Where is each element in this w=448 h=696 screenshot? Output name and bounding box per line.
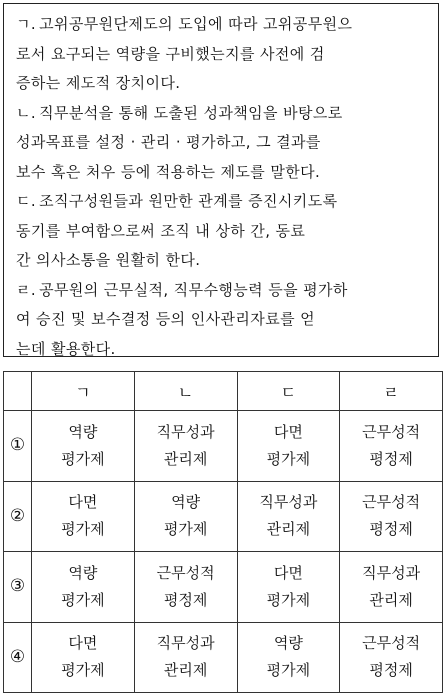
passage-item-a: [16, 10, 430, 99]
header-cell-c: ㄷ: [237, 372, 340, 411]
passage-item-b: [16, 99, 430, 188]
table-cell: [340, 411, 443, 482]
cell-line: 직무성과: [259, 493, 318, 512]
cell-line: 평가제: [266, 449, 311, 468]
table-cell: [32, 622, 135, 693]
item-marker: ㄷ.: [16, 192, 37, 210]
cell-line: 평가제: [61, 520, 105, 539]
cell-line: 직무성과: [362, 563, 421, 582]
item-line: 간 의사소통을 원활히 한다.: [16, 251, 201, 269]
header-cell-d: ㄹ: [340, 372, 443, 411]
item-line: 직무분석을 통해 도출된 성과책임을 바탕으로: [39, 103, 343, 122]
passage-item-c: [16, 187, 430, 276]
item-line: 보수 혹은 처우 등에 적용하는 제도를 말한다.: [16, 162, 321, 181]
item-line: 성과목표를 설정 · 관리 · 평가하고, 그 결과를: [16, 133, 321, 151]
cell-line: 다면: [273, 563, 303, 582]
item-marker: ㄹ.: [16, 280, 37, 299]
cell-line: 다면: [68, 634, 98, 653]
table-row: [4, 411, 443, 482]
cell-line: 평가제: [266, 590, 311, 609]
item-line: 고위공무원단제도의 도입에 따라 고위공무원으: [39, 15, 353, 33]
cell-line: 근무성적: [362, 634, 421, 653]
item-line: 로서 요구되는 역량을 구비했는지를 사전에 검: [16, 44, 325, 63]
cell-line: 평정제: [369, 661, 413, 680]
cell-line: 평가제: [163, 520, 208, 539]
cell-line: 관리제: [163, 661, 208, 680]
item-marker: ㄱ.: [16, 15, 37, 33]
cell-line: 평가제: [61, 590, 105, 609]
question-passage-box: [3, 3, 439, 357]
cell-line: 평가제: [266, 661, 311, 680]
cell-line: 평정제: [369, 520, 413, 539]
table-row: [4, 552, 443, 623]
table-cell: [32, 552, 135, 623]
choice-number[interactable]: ①: [4, 411, 32, 482]
item-line: 여 승진 및 보수결정 등의 인사관리자료를 얻: [16, 310, 316, 328]
cell-line: 관리제: [163, 449, 208, 468]
cell-line: 관리제: [266, 520, 311, 539]
cell-line: 평가제: [61, 661, 105, 680]
cell-line: 역량: [273, 634, 303, 653]
cell-line: 평가제: [61, 449, 105, 468]
choice-number[interactable]: ④: [4, 622, 32, 693]
choice-number[interactable]: ③: [4, 552, 32, 623]
table-cell: [134, 552, 237, 623]
cell-line: 역량: [68, 422, 98, 441]
item-line: 동기를 부여함으로써 조직 내 상하 간, 동료: [16, 221, 306, 240]
table-cell: [237, 481, 340, 552]
table-row: [4, 481, 443, 552]
table-cell: [134, 481, 237, 552]
table-header-row: [4, 372, 443, 411]
table-cell: [340, 622, 443, 693]
table-row: [4, 622, 443, 693]
choice-number[interactable]: ②: [4, 481, 32, 552]
table-cell: [32, 411, 135, 482]
corner-cell: [4, 372, 32, 411]
table-cell: [134, 622, 237, 693]
item-line: 증하는 제도적 장치이다.: [16, 74, 181, 92]
item-line: 공무원의 근무실적, 직무수행능력 등을 평가하: [39, 280, 348, 299]
cell-line: 다면: [273, 422, 303, 441]
cell-line: 관리제: [369, 590, 413, 609]
cell-line: 평정제: [163, 590, 208, 609]
item-marker: ㄴ.: [16, 103, 37, 122]
cell-line: 역량: [68, 563, 98, 582]
cell-line: 직무성과: [156, 422, 215, 441]
table-cell: [237, 552, 340, 623]
item-line: 조직구성원들과 원만한 관계를 증진시키도록: [39, 192, 338, 210]
cell-line: 역량: [171, 493, 201, 512]
cell-line: 근무성적: [362, 493, 421, 512]
table-cell: [32, 481, 135, 552]
table-cell: [237, 622, 340, 693]
header-cell-a: ㄱ: [32, 372, 135, 411]
cell-line: 근무성적: [362, 422, 421, 441]
cell-line: 다면: [68, 493, 98, 512]
table-cell: [134, 411, 237, 482]
header-cell-b: ㄴ: [134, 372, 237, 411]
cell-line: 평정제: [369, 449, 413, 468]
cell-line: 근무성적: [156, 563, 215, 582]
table-cell: [340, 552, 443, 623]
answer-choice-table: [3, 371, 443, 693]
item-line: 는데 활용한다.: [16, 339, 116, 358]
cell-line: 직무성과: [156, 634, 215, 653]
passage-item-d: [16, 276, 430, 365]
table-cell: [237, 411, 340, 482]
table-cell: [340, 481, 443, 552]
